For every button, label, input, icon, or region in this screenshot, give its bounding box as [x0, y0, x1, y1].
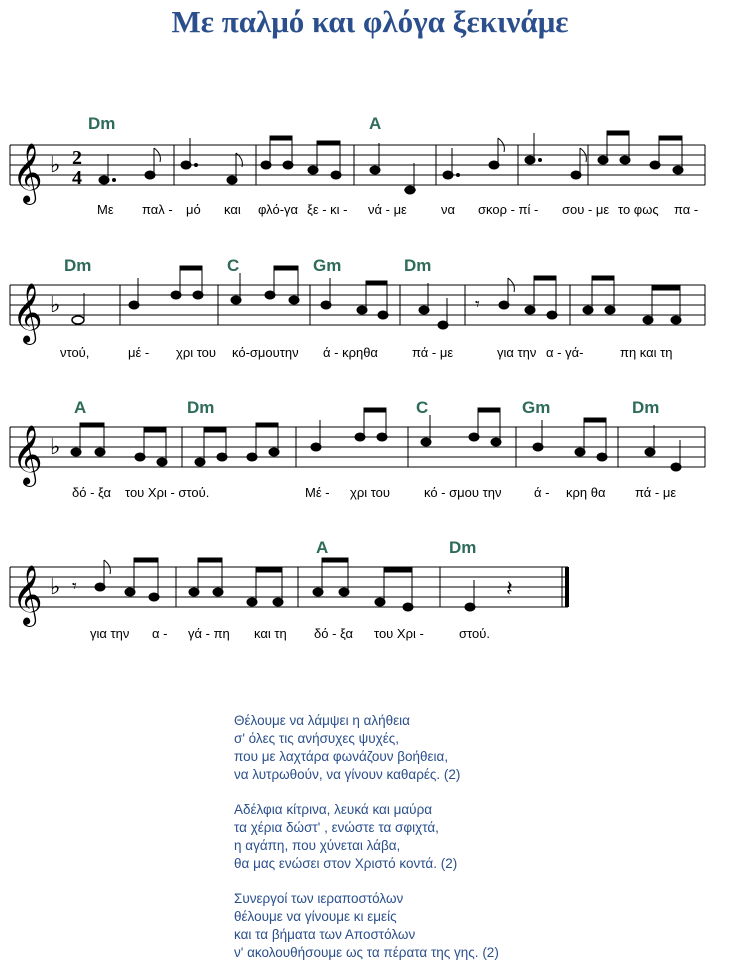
stanza-2	[234, 801, 499, 873]
chord-label: Dm	[404, 256, 432, 275]
music-system-4	[0, 534, 740, 644]
music-system-2	[0, 252, 740, 362]
svg-text:𝄽: 𝄽	[506, 577, 513, 602]
lyric-syllable: κρη θα	[566, 485, 606, 500]
chord-label: A	[316, 538, 329, 557]
lyric-syllable: Μέ -	[305, 485, 330, 500]
chord-label: Gm	[522, 398, 551, 417]
final-barline	[565, 567, 569, 607]
lyric-syllable: ξε - κι -	[307, 202, 348, 217]
verse-line: ν' ακολουθήσουμε ως τα πέρατα της γης. (2)	[234, 945, 499, 960]
lyric-syllable: πά - με	[412, 345, 454, 360]
lyric-syllable: σου - με	[562, 202, 610, 217]
notes	[72, 266, 681, 329]
lyric-syllable: α - γά-	[546, 345, 584, 360]
lyric-syllable: να	[441, 202, 456, 217]
verse-line: και τα βήματα των Αποστόλων	[234, 927, 416, 942]
svg-text:𝄾: 𝄾	[72, 576, 77, 597]
stanza-3	[234, 890, 499, 962]
flat-key-signature-icon: ♭	[50, 435, 61, 460]
chord-label: A	[74, 398, 87, 417]
time-signature-top: 2	[72, 147, 82, 169]
treble-clef-icon: 𝄞	[12, 143, 43, 203]
music-system-1	[0, 110, 740, 220]
flat-key-signature-icon: ♭	[50, 575, 61, 600]
chord-label: C	[416, 398, 429, 417]
lyric-syllable: για την	[90, 626, 130, 641]
lyric-syllable: του Χρι -	[374, 626, 424, 641]
lyric-syllable: πα -	[674, 202, 699, 217]
verse-line: τα χέρια δώστ' , ενώστε τα σφιχτά,	[234, 820, 439, 835]
verse-line: Συνεργοί των ιεραποστόλων	[234, 891, 404, 906]
song-title: Με παλμό και φλόγα ξεκινάμε	[171, 4, 569, 39]
lyric-syllable: γά - πη	[188, 626, 230, 641]
svg-text:𝄾: 𝄾	[475, 294, 480, 315]
lyric-syllable: στού.	[459, 626, 490, 641]
lyric-syllable: παλ -	[142, 202, 173, 217]
chord-label: Dm	[632, 398, 660, 417]
verse-line: να λυτρωθούν, να γίνουν καθαρές. (2)	[234, 767, 461, 782]
treble-clef-icon: 𝄞	[12, 425, 43, 485]
chord-label: Dm	[64, 256, 92, 275]
verses-block	[234, 712, 499, 979]
chord-label: Gm	[313, 256, 342, 275]
chord-label: Dm	[187, 398, 215, 417]
verse-line: η αγάπη, που χύνεται λάβα,	[234, 838, 401, 853]
flat-key-signature-icon: ♭	[50, 153, 61, 178]
music-system-3	[0, 394, 740, 504]
lyric-syllable: δό - ξα	[72, 485, 112, 500]
notes	[72, 558, 513, 611]
time-signature-bottom: 4	[72, 167, 82, 189]
lyric-syllable: μό	[186, 202, 201, 217]
lyric-syllable: και	[224, 202, 241, 217]
chord-label: A	[369, 114, 382, 133]
lyric-syllable: για την	[497, 345, 537, 360]
lyric-syllable: χρι του	[176, 345, 217, 360]
lyric-syllable: το φως	[618, 202, 659, 217]
lyric-syllable: και τη	[254, 626, 287, 641]
lyric-syllable: ά - κρηθα	[323, 345, 378, 360]
notes	[71, 408, 681, 471]
chord-label: C	[227, 256, 240, 275]
treble-clef-icon: 𝄞	[12, 283, 43, 343]
lyric-syllable: πη και τη	[620, 345, 673, 360]
verse-line: θέλουμε να γίνουμε κι εμείς	[234, 909, 397, 924]
chord-label: Dm	[88, 114, 116, 133]
chord-label: Dm	[449, 538, 477, 557]
lyric-syllable: ντού,	[60, 345, 90, 360]
lyric-syllable: του Χρι - στού.	[125, 485, 210, 500]
flat-key-signature-icon: ♭	[50, 293, 61, 318]
stanza-1	[234, 712, 499, 784]
verse-line: Αδέλφια κίτρινα, λευκά και μαύρα	[234, 802, 433, 817]
lyric-syllable: κό - σμου την	[424, 485, 502, 500]
lyric-syllable: α -	[152, 626, 168, 641]
lyric-syllable: ά -	[534, 485, 550, 500]
lyric-syllable: σκορ - πί -	[478, 202, 539, 217]
lyric-syllable: πά - με	[635, 485, 677, 500]
lyric-syllable: φλό-γα	[258, 202, 299, 217]
lyric-syllable: νά - με	[368, 202, 407, 217]
lyric-syllable: κό-σμουτην	[232, 345, 299, 360]
lyric-syllable: δό - ξα	[314, 626, 354, 641]
verse-line: που με λαχτάρα φωνάζουν βοήθεια,	[234, 749, 449, 764]
treble-clef-icon: 𝄞	[12, 565, 43, 625]
verse-line: Θέλουμε να λάμψει η αλήθεια	[234, 713, 410, 728]
verse-line: θα μας ενώσει στον Χριστό κοντά. (2)	[234, 856, 458, 871]
lyric-syllable: μέ -	[128, 345, 150, 360]
lyric-syllable: Με	[97, 202, 114, 217]
verse-line: σ' όλες τις ανήσυχες ψυχές,	[234, 731, 400, 746]
lyric-syllable: χρι του	[350, 485, 391, 500]
